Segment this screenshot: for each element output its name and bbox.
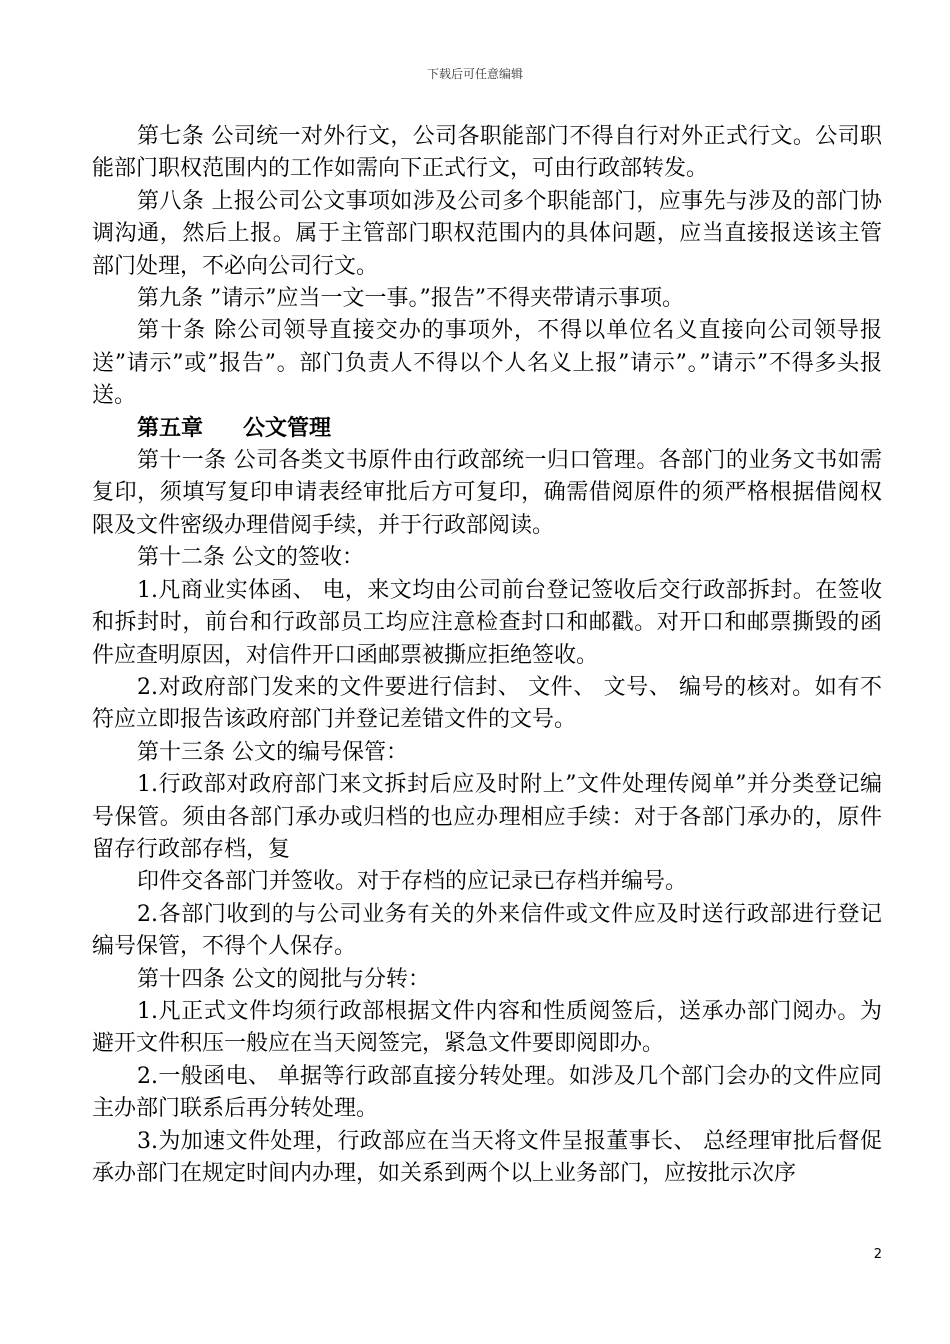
article-13-item-1: 1.行政部对政府部门来文拆封后应及时附上”文件处理传阅单”并分类登记编号保管。须由各部门承办或归档的也应办理相应手续：对于各部门承办的，原件留存行政部存档，复	[92, 772, 882, 862]
article-14-item-2: 2.一般函电、 单据等行政部直接分转处理。如涉及几个部门会办的文件应同主办部门联系后再分转处理。	[92, 1063, 882, 1122]
page-header: 下载后可任意编辑	[426, 67, 523, 81]
article-9: 第九条 ”请示”应当一文一事。”报告”不得夹带请示事项。	[137, 286, 684, 312]
article-13-item-1-continued: 印件交各部门并签收。对于存档的应记录已存档并编号。	[137, 869, 688, 895]
article-13-item-2: 2.各部门收到的与公司业务有关的外来信件或文件应及时送行政部进行登记编号保管，不得个人保存。	[92, 901, 882, 960]
chapter-title: 公文管理	[243, 415, 332, 441]
chapter-number: 第五章	[137, 415, 204, 441]
document-body	[92, 121, 882, 1190]
article-11: 第十一条 公司各类文书原件由行政部统一归口管理。各部门的业务文书如需复印，须填写复印申请表经审批后方可复印，确需借阅原件的须严格根据借阅权限及文件密级办理借阅手续，并于行政部阅读。	[92, 448, 882, 538]
page-number: 2	[873, 1247, 882, 1262]
article-14-item-3: 3.为加速文件处理，行政部应在当天将文件呈报董事长、 总经理审批后督促承办部门在规定时间内办理，如关系到两个以上业务部门，应按批示次序	[92, 1128, 882, 1186]
article-7: 第七条 公司统一对外行文，公司各职能部门不得自行对外正式行文。公司职能部门职权范围内的工作如需向下正式行文，可由行政部转发。	[92, 124, 882, 182]
article-12: 第十二条 公文的签收：	[137, 545, 364, 571]
article-14-item-1: 1.凡正式文件均须行政部根据文件内容和性质阅签后，送承办部门阅办。为避开文件积压一般应在当天阅签完，紧急文件要即阅即办。	[92, 998, 882, 1057]
article-12-item-1: 1.凡商业实体函、 电，来文均由公司前台登记签收后交行政部拆封。在签收和拆封时，前台和行政部员工均应注意检查封口和邮戳。对开口和邮票撕毁的函件应查明原因，对信件开口函邮票被撕应拒绝签收。	[92, 577, 882, 668]
article-12-item-2: 2.对政府部门发来的文件要进行信封、 文件、 文号、 编号的核对。如有不符应立即报告该政府部门并登记差错文件的文号。	[92, 674, 882, 733]
chapter-heading	[92, 413, 882, 445]
article-14: 第十四条 公文的阅批与分转：	[137, 966, 430, 992]
article-13: 第十三条 公文的编号保管：	[137, 739, 408, 765]
article-10: 第十条 除公司领导直接交办的事项外，不得以单位名义直接向公司领导报送”请示”或”报告”。部门负责人不得以个人名义上报”请示”。”请示”不得多头报送。	[92, 318, 882, 409]
article-8: 第八条 上报公司公文事项如涉及公司多个职能部门，应事先与涉及的部门协调沟通，然后上报。属于主管部门职权范围内的具体问题，应当直接报送该主管部门处理，不必向公司行文。	[92, 188, 882, 279]
